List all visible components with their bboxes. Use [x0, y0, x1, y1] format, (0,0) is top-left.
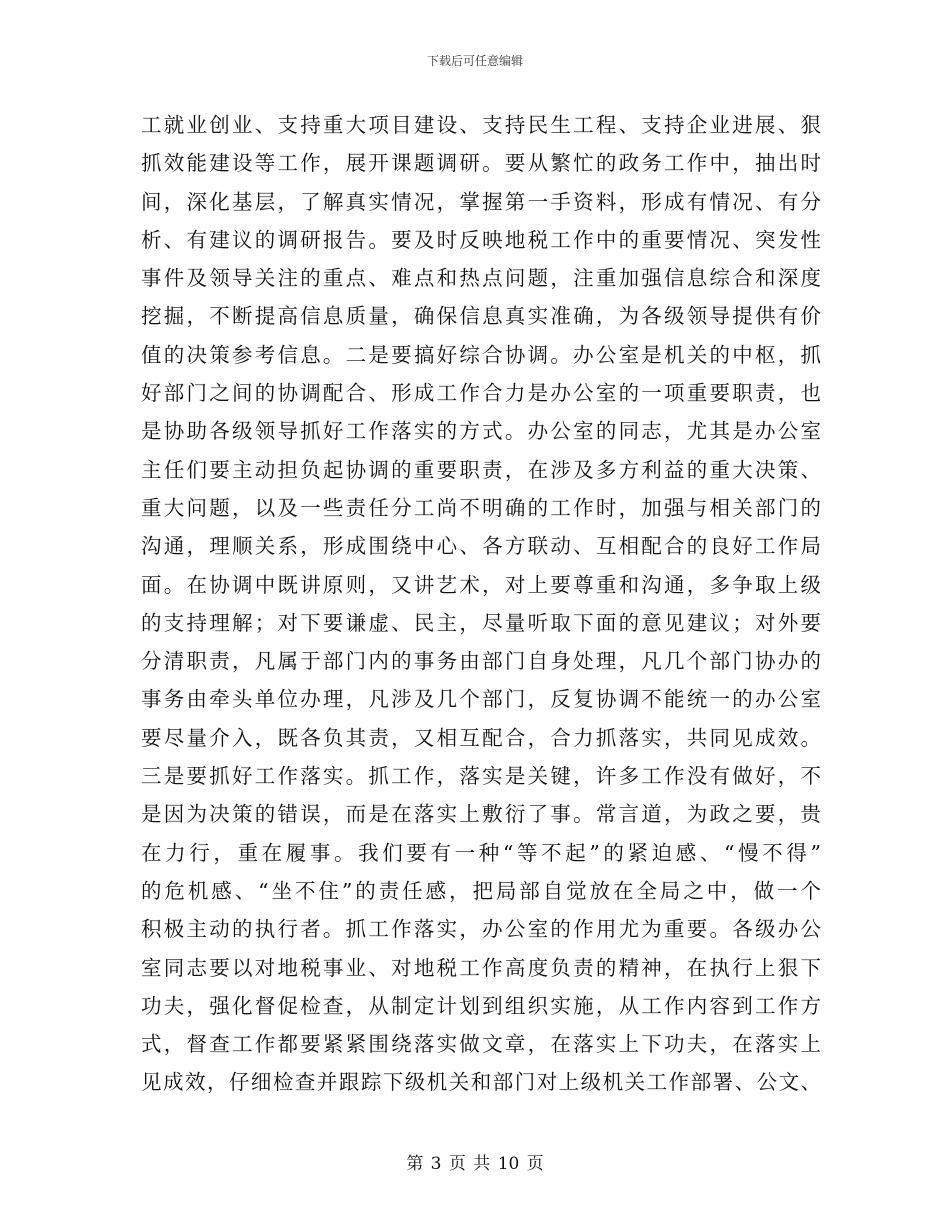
page-number-footer: 第 3 页 共 10 页 [406, 1154, 544, 1174]
body-line: 沟通，理顺关系，形成围绕中心、各方联动、互相配合的良好工作局 [141, 534, 821, 559]
body-line: 在力行，重在履事。我们要有一种“等不起”的紧迫感、“慢不得” [141, 840, 821, 865]
document-body [141, 106, 821, 1102]
body-line: 值的决策参考信息。二是要搞好综合协调。办公室是机关的中枢，抓 [141, 342, 821, 367]
body-line: 功夫，强化督促检查，从制定计划到组织实施，从工作内容到工作方 [141, 993, 821, 1018]
body-line: 是因为决策的错误，而是在落实上敷衍了事。常言道，为政之要，贵 [141, 802, 821, 827]
body-line: 室同志要以对地税事业、对地税工作高度负责的精神，在执行上狠下 [141, 955, 821, 980]
body-line: 是协助各级领导抓好工作落实的方式。办公室的同志，尤其是办公室 [141, 419, 821, 444]
body-line: 式，督查工作都要紧紧围绕落实做文章，在落实上下功夫，在落实上 [141, 1032, 821, 1057]
body-line: 的支持理解；对下要谦虚、民主，尽量听取下面的意见建议；对外要 [141, 610, 821, 635]
body-line: 主任们要主动担负起协调的重要职责，在涉及多方利益的重大决策、 [141, 457, 821, 482]
body-line: 的危机感、“坐不住”的责任感，把局部自觉放在全局之中，做一个 [141, 878, 821, 903]
body-line: 好部门之间的协调配合、形成工作合力是办公室的一项重要职责，也 [141, 381, 821, 406]
body-line: 面。在协调中既讲原则，又讲艺术，对上要尊重和沟通，多争取上级 [141, 572, 821, 597]
body-line: 积极主动的执行者。抓工作落实，办公室的作用尤为重要。各级办公 [141, 917, 821, 942]
body-line: 分清职责，凡属于部门内的事务由部门自身处理，凡几个部门协办的 [141, 649, 821, 674]
body-line: 重大问题，以及一些责任分工尚不明确的工作时，加强与相关部门的 [141, 495, 821, 520]
body-line: 间，深化基层，了解真实情况，掌握第一手资料，形成有情况、有分 [141, 189, 821, 214]
body-line: 事务由牵头单位办理，凡涉及几个部门，反复协调不能统一的办公室 [141, 687, 821, 712]
body-line: 要尽量介入，既各负其责，又相互配合，合力抓落实，共同见成效。 [141, 725, 821, 750]
body-line: 挖掘，不断提高信息质量，确保信息真实准确，为各级领导提供有价 [141, 304, 821, 329]
body-line: 抓效能建设等工作，展开课题调研。要从繁忙的政务工作中，抽出时 [141, 151, 821, 176]
body-line: 工就业创业、支持重大项目建设、支持民生工程、支持企业进展、狠 [141, 113, 821, 137]
body-line: 事件及领导关注的重点、难点和热点问题，注重加强信息综合和深度 [141, 266, 821, 291]
body-line: 见成效，仔细检查并跟踪下级机关和部门对上级机关工作部署、公文、 [141, 1070, 821, 1095]
page-header: 下载后可任意编辑 [426, 54, 523, 68]
body-line: 析、有建议的调研报告。要及时反映地税工作中的重要情况、突发性 [141, 227, 821, 252]
body-line: 三是要抓好工作落实。抓工作，落实是关键，许多工作没有做好，不 [141, 764, 821, 789]
